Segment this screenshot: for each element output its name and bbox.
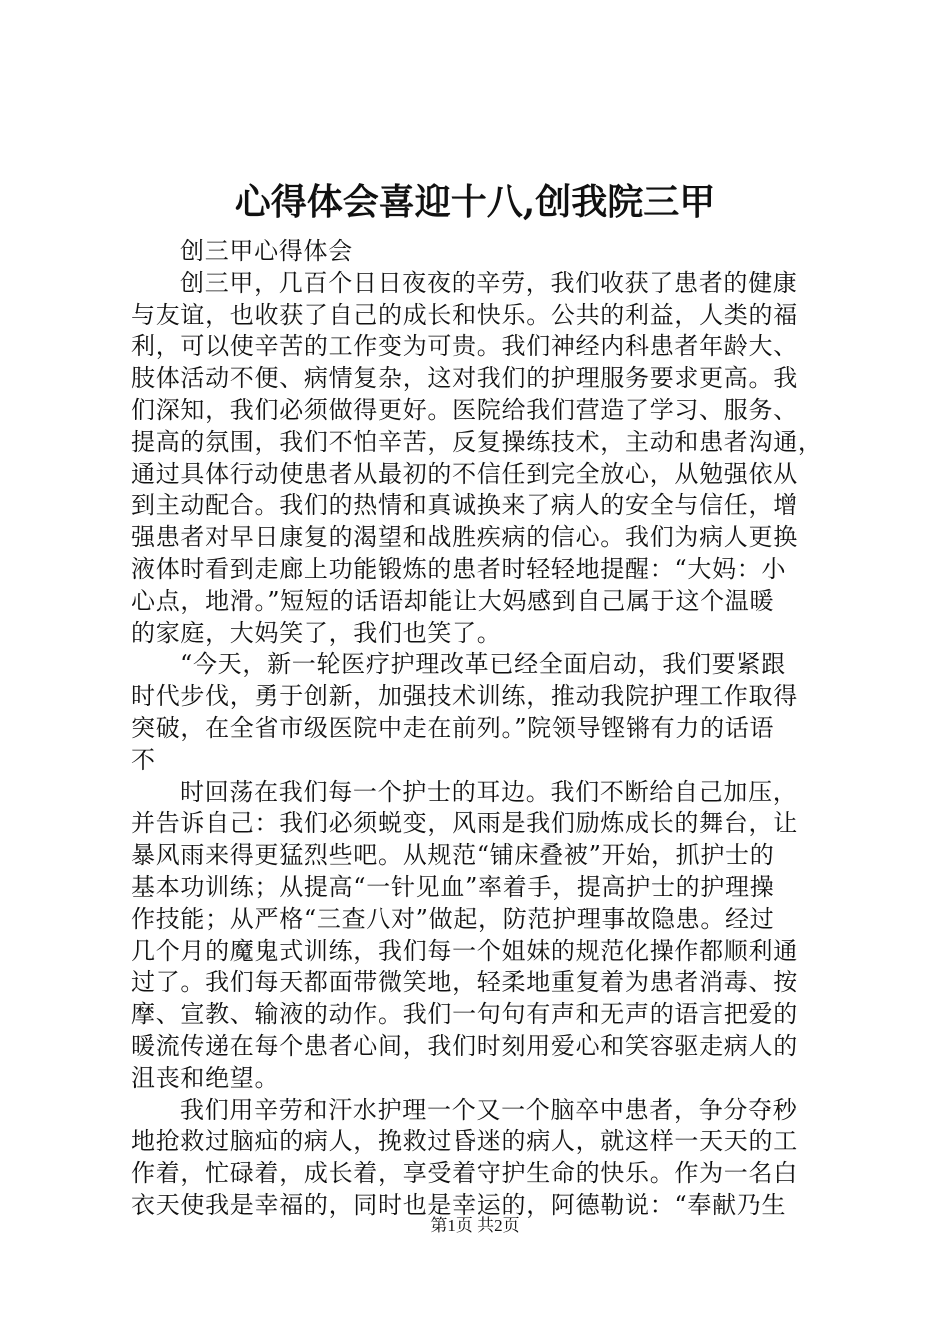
text-line: 提高的氛围，我们不怕辛苦，反复操练技术，主动和患者沟通， [131,427,823,456]
text-line: 突破，在全省市级医院中走在前列。”院领导铿锵有力的话语 [131,713,775,742]
text-line: 衣天使我是幸福的，同时也是幸运的，阿德勒说：“奉献乃生 [131,1190,787,1219]
text-line: 时代步伐，勇于创新，加强技术训练，推动我院护理工作取得 [131,682,798,711]
text-line: 摩、宣教、输液的动作。我们一句句有声和无声的语言把爱的 [131,1000,798,1029]
text-line: 创三甲心得体会 [180,237,353,265]
text-line: 暖流传递在每个患者心间，我们时刻用爱心和笑容驱走病人的 [131,1031,798,1060]
text-line: 强患者对早日康复的渴望和战胜疾病的信心。我们为病人更换 [131,523,798,552]
text-line: 基本功训练；从提高“一针见血”率着手，提高护士的护理操 [131,872,775,901]
text-line: 暴风雨来得更猛烈些吧。从规范“铺床叠被”开始，抓护士的 [131,841,775,870]
document-body [131,236,831,1222]
text-line: 的家庭，大妈笑了，我们也笑了。 [131,618,502,647]
text-line: 利，可以使辛苦的工作变为可贵。我们神经内科患者年龄大、 [131,332,798,361]
text-line: 创三甲，几百个日日夜夜的辛劳，我们收获了患者的健康 [180,268,798,297]
text-line: 并告诉自己：我们必须蜕变，风雨是我们励炼成长的舞台，让 [131,809,798,838]
text-line: 们深知，我们必须做得更好。医院给我们营造了学习、服务、 [131,395,798,424]
page-footer: 第1页 共2页 [430,1216,520,1235]
text-line: 与友谊，也收获了自己的成长和快乐。公共的利益，人类的福 [131,300,798,329]
text-line: 到主动配合。我们的热情和真诚换来了病人的安全与信任，增 [131,491,798,520]
document-title: 心得体会喜迎十八,创我院三甲 [234,181,716,223]
text-line: 心点，地滑。”短短的话语却能让大妈感到自己属于这个温暖 [131,586,775,615]
text-line: 几个月的魔鬼式训练，我们每一个姐妹的规范化操作都顺利通 [131,936,798,965]
text-line: 通过具体行动使患者从最初的不信任到完全放心，从勉强依从 [131,459,798,488]
text-line: 沮丧和绝望。 [131,1063,280,1092]
text-line: 液体时看到走廊上功能锻炼的患者时轻轻地提醒：“大妈：小 [131,554,787,583]
text-line: 地抢救过脑疝的病人，挽救过昏迷的病人，就这样一天天的工 [131,1127,798,1156]
text-line: 肢体活动不便、病情复杂，这对我们的护理服务要求更高。我 [131,364,798,393]
text-line: 作技能；从严格“三查八对”做起，防范护理事故隐患。经过 [131,904,775,933]
text-line: 作着，忙碌着，成长着，享受着守护生命的快乐。作为一名白 [131,1159,798,1188]
text-line: 不 [131,745,156,774]
text-line: 我们用辛劳和汗水护理一个又一个脑卒中患者，争分夺秒 [180,1095,798,1124]
text-line: 过了。我们每天都面带微笑地，轻柔地重复着为患者消毒、按 [131,968,798,997]
text-line: “今天，新一轮医疗护理改革已经全面启动，我们要紧跟 [180,650,786,679]
text-line: 时回荡在我们每一个护士的耳边。我们不断给自己加压， [180,777,798,806]
